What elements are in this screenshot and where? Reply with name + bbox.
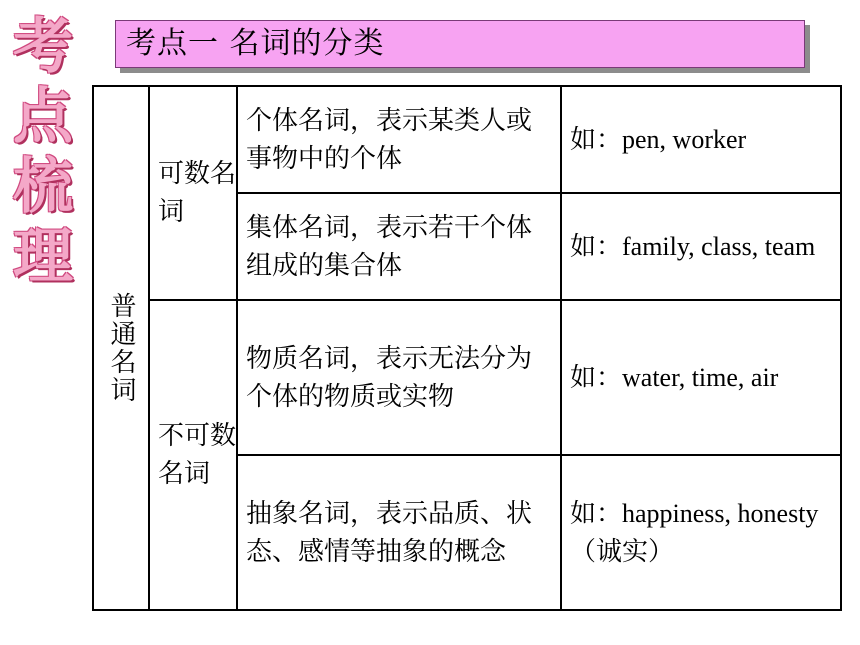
side-title-char: 考 (13, 12, 73, 82)
example-cell: 如：happiness, honesty（诚实） (561, 455, 841, 610)
table-row (93, 86, 841, 193)
uncountable-label: 不可数名词 (158, 421, 237, 489)
side-title (8, 12, 78, 292)
main-category-label: 普通名词 (106, 292, 136, 404)
example-cell: 如：family, class, team (561, 193, 841, 300)
description-cell: 集体名词，表示若干个体组成的集合体 (237, 193, 561, 300)
table-row (93, 300, 841, 455)
description-cell: 抽象名词，表示品质、状态、感情等抽象的概念 (237, 455, 561, 610)
example-cell: 如：water, time, air (561, 300, 841, 455)
description-cell: 物质名词，表示无法分为个体的物质或实物 (237, 300, 561, 455)
countable-category-cell (149, 86, 237, 300)
example-cell: 如：pen, worker (561, 86, 841, 193)
description-cell: 个体名词，表示某类人或事物中的个体 (237, 86, 561, 193)
side-title-char: 理 (13, 222, 73, 292)
side-title-char: 梳 (13, 152, 73, 222)
side-title-char: 点 (13, 82, 73, 152)
noun-classification-table (92, 85, 842, 611)
topic-banner: 考点一 名词的分类 (115, 20, 805, 68)
main-category-cell (93, 86, 149, 610)
countable-label: 可数名词 (158, 159, 237, 227)
uncountable-category-cell (149, 300, 237, 610)
